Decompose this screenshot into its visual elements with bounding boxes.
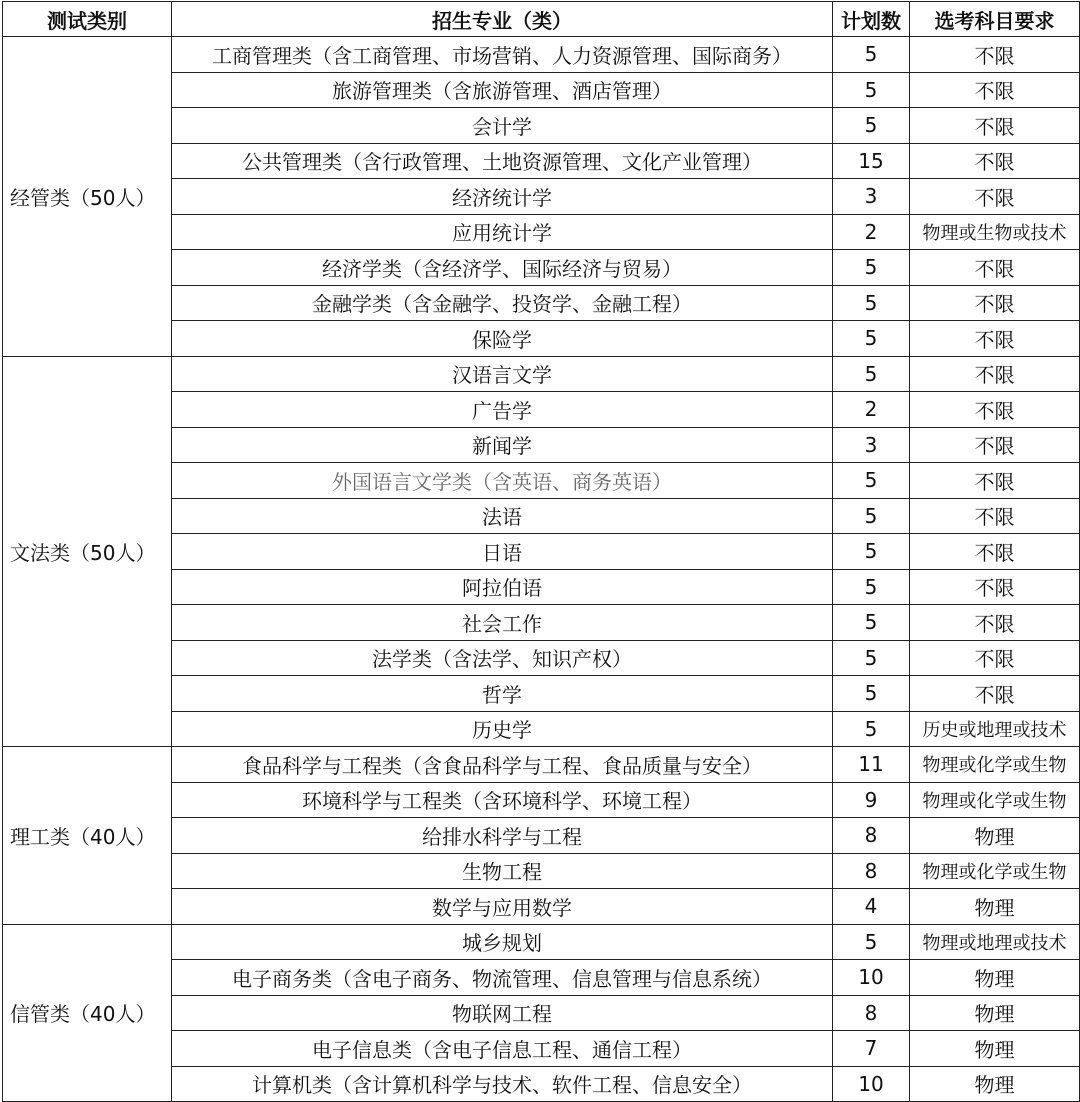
major-cell: 生物工程 [172, 853, 833, 889]
major-cell: 金融学类（含金融学、投资学、金融工程） [172, 285, 833, 321]
header-count: 计划数 [833, 2, 910, 37]
requirement-cell: 物理 [910, 1066, 1080, 1102]
count-cell: 8 [833, 995, 910, 1031]
count-cell: 3 [833, 427, 910, 463]
count-cell: 5 [833, 37, 910, 73]
count-cell: 9 [833, 782, 910, 818]
major-cell: 法语 [172, 498, 833, 534]
table-row [3, 924, 1080, 960]
major-cell: 给排水科学与工程 [172, 818, 833, 854]
major-cell: 食品科学与工程类（含食品科学与工程、食品质量与安全） [172, 747, 833, 783]
count-cell: 5 [833, 534, 910, 570]
requirement-cell: 不限 [910, 676, 1080, 712]
count-cell: 8 [833, 818, 910, 854]
requirement-cell: 不限 [910, 427, 1080, 463]
table-row [3, 356, 1080, 392]
count-cell: 5 [833, 108, 910, 144]
count-cell: 5 [833, 285, 910, 321]
table-body [3, 37, 1080, 1102]
requirement-cell: 物理或化学或生物 [910, 782, 1080, 818]
major-cell: 日语 [172, 534, 833, 570]
major-cell: 会计学 [172, 108, 833, 144]
requirement-cell: 物理 [910, 889, 1080, 925]
major-cell: 历史学 [172, 711, 833, 747]
table-row [3, 747, 1080, 783]
header-requirement: 选考科目要求 [910, 2, 1080, 37]
requirement-cell: 不限 [910, 179, 1080, 215]
major-cell: 法学类（含法学、知识产权） [172, 640, 833, 676]
requirement-cell: 物理 [910, 960, 1080, 996]
requirement-cell: 不限 [910, 392, 1080, 428]
major-cell: 物联网工程 [172, 995, 833, 1031]
requirement-cell: 物理 [910, 995, 1080, 1031]
major-cell: 社会工作 [172, 605, 833, 641]
count-cell: 5 [833, 463, 910, 499]
requirement-cell: 不限 [910, 72, 1080, 108]
admission-plan-table [2, 1, 1080, 1102]
count-cell: 5 [833, 605, 910, 641]
count-cell: 7 [833, 1031, 910, 1067]
requirement-cell: 不限 [910, 463, 1080, 499]
header-category: 测试类别 [3, 2, 172, 37]
count-cell: 8 [833, 853, 910, 889]
requirement-cell: 不限 [910, 143, 1080, 179]
major-cell: 电子商务类（含电子商务、物流管理、信息管理与信息系统） [172, 960, 833, 996]
count-cell: 5 [833, 569, 910, 605]
major-cell: 经济统计学 [172, 179, 833, 215]
requirement-cell: 不限 [910, 569, 1080, 605]
category-cell: 信管类（40人） [3, 924, 172, 1102]
count-cell: 5 [833, 356, 910, 392]
major-cell: 保险学 [172, 321, 833, 357]
category-cell: 经管类（50人） [3, 37, 172, 357]
requirement-cell: 物理或化学或生物 [910, 747, 1080, 783]
major-cell: 阿拉伯语 [172, 569, 833, 605]
major-cell: 哲学 [172, 676, 833, 712]
category-cell: 理工类（40人） [3, 747, 172, 925]
header-major: 招生专业（类） [172, 2, 833, 37]
count-cell: 11 [833, 747, 910, 783]
requirement-cell: 不限 [910, 356, 1080, 392]
count-cell: 15 [833, 143, 910, 179]
major-cell: 计算机类（含计算机科学与技术、软件工程、信息安全） [172, 1066, 833, 1102]
count-cell: 10 [833, 1066, 910, 1102]
major-cell: 数学与应用数学 [172, 889, 833, 925]
major-cell: 新闻学 [172, 427, 833, 463]
requirement-cell: 不限 [910, 108, 1080, 144]
major-cell: 公共管理类（含行政管理、土地资源管理、文化产业管理） [172, 143, 833, 179]
requirement-cell: 不限 [910, 498, 1080, 534]
requirement-cell: 物理或地理或技术 [910, 924, 1080, 960]
major-cell: 广告学 [172, 392, 833, 428]
major-cell: 经济学类（含经济学、国际经济与贸易） [172, 250, 833, 286]
count-cell: 2 [833, 214, 910, 250]
category-cell: 文法类（50人） [3, 356, 172, 747]
requirement-cell: 不限 [910, 640, 1080, 676]
requirement-cell: 不限 [910, 285, 1080, 321]
requirement-cell: 物理 [910, 818, 1080, 854]
major-cell: 外国语言文学类（含英语、商务英语） [172, 463, 833, 499]
count-cell: 5 [833, 250, 910, 286]
major-cell: 电子信息类（含电子信息工程、通信工程） [172, 1031, 833, 1067]
count-cell: 3 [833, 179, 910, 215]
count-cell: 5 [833, 711, 910, 747]
count-cell: 2 [833, 392, 910, 428]
requirement-cell: 不限 [910, 37, 1080, 73]
requirement-cell: 不限 [910, 534, 1080, 570]
count-cell: 5 [833, 498, 910, 534]
requirement-cell: 不限 [910, 605, 1080, 641]
count-cell: 10 [833, 960, 910, 996]
count-cell: 4 [833, 889, 910, 925]
count-cell: 5 [833, 321, 910, 357]
requirement-cell: 历史或地理或技术 [910, 711, 1080, 747]
count-cell: 5 [833, 676, 910, 712]
requirement-cell: 不限 [910, 321, 1080, 357]
table-row [3, 37, 1080, 73]
requirement-cell: 物理或生物或技术 [910, 214, 1080, 250]
major-cell: 工商管理类（含工商管理、市场营销、人力资源管理、国际商务） [172, 37, 833, 73]
requirement-cell: 物理或化学或生物 [910, 853, 1080, 889]
count-cell: 5 [833, 924, 910, 960]
requirement-cell: 物理 [910, 1031, 1080, 1067]
header-row [3, 2, 1080, 37]
requirement-cell: 不限 [910, 250, 1080, 286]
major-cell: 汉语言文学 [172, 356, 833, 392]
major-cell: 城乡规划 [172, 924, 833, 960]
major-cell: 应用统计学 [172, 214, 833, 250]
count-cell: 5 [833, 640, 910, 676]
major-cell: 环境科学与工程类（含环境科学、环境工程） [172, 782, 833, 818]
major-cell: 旅游管理类（含旅游管理、酒店管理） [172, 72, 833, 108]
count-cell: 5 [833, 72, 910, 108]
